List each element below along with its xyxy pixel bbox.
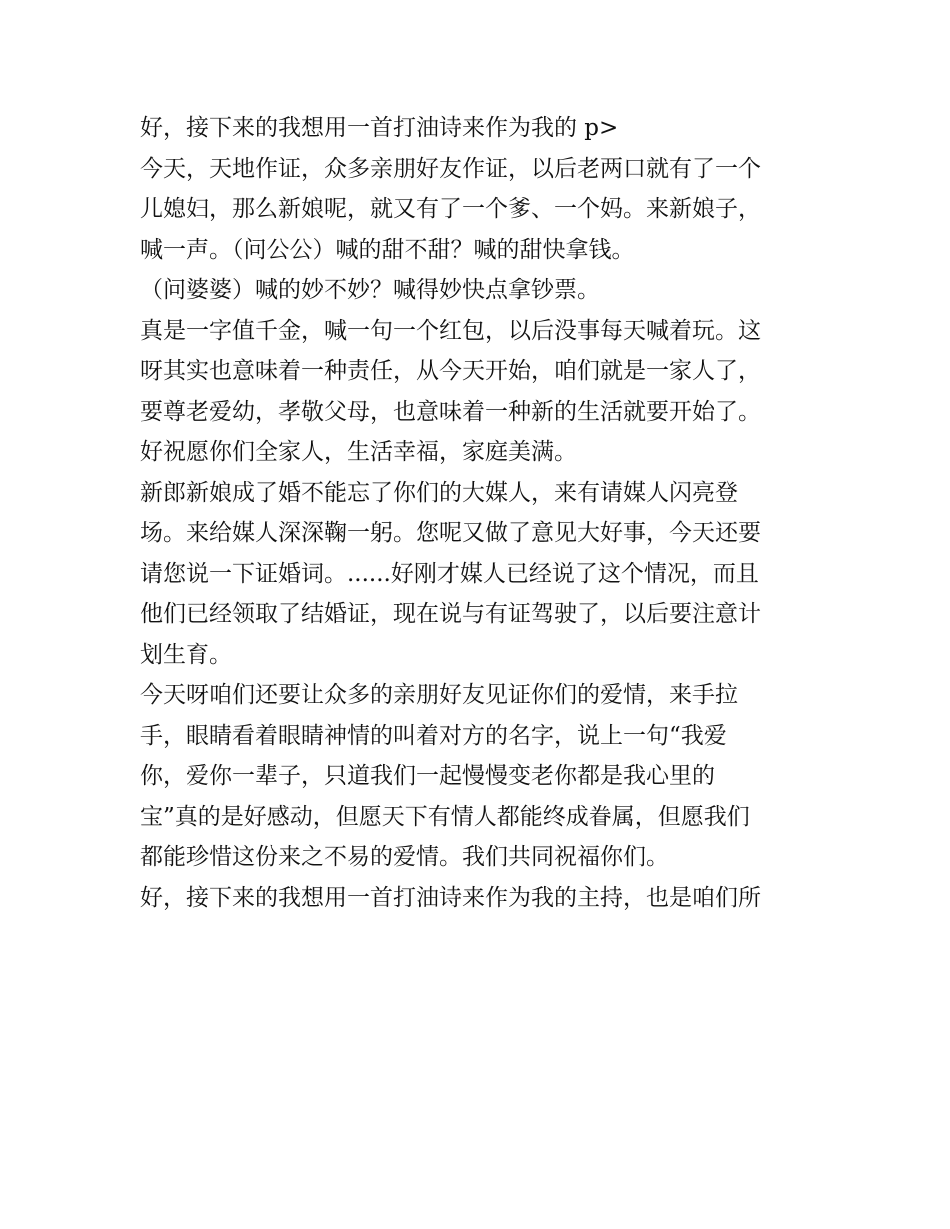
text-line: 儿媳妇，那么新娘呢，就又有了一个爹、一个妈。来新娘子， <box>140 196 761 222</box>
text-line: 场。来给媒人深深鞠一躬。您呢又做了意见大好事，今天还要 <box>140 520 761 546</box>
text-line: 真是一字值千金，喊一句一个红包，以后没事每天喊着玩。这 <box>140 317 761 344</box>
text-line: 好，接下来的我想用一首打油诗来作为我的 p> <box>140 115 619 141</box>
text-line: 呀其实也意味着一种责任，从今天开始，咱们就是一家人了， <box>140 358 761 384</box>
document-body <box>140 108 820 918</box>
text-line: 今天，天地作证，众多亲朋好友作证，以后老两口就有了一个 <box>140 155 761 182</box>
text-line: 划生育。 <box>140 641 232 668</box>
text-line: 他们已经领取了结婚证，现在说与有证驾驶了，以后要注意计 <box>140 601 761 627</box>
text-line: 新郎新娘成了婚不能忘了你们的大媒人，来有请媒人闪亮登 <box>140 479 738 506</box>
text-line: 请您说一下证婚词。......好刚才媒人已经说了这个情况，而且 <box>140 560 759 587</box>
text-line: 都能珍惜这份来之不易的爱情。我们共同祝福你们。 <box>140 844 669 870</box>
text-line: 喊一声。（问公公）喊的甜不甜？喊的甜快拿钱。 <box>140 236 635 263</box>
text-line: 要尊老爱幼，孝敬父母，也意味着一种新的生活就要开始了。 <box>140 398 761 425</box>
text-line: 好祝愿你们全家人，生活幸福，家庭美满。 <box>140 439 577 465</box>
text-line: 手，眼睛看着眼睛神情的叫着对方的名字，说上一句“我爱 <box>140 722 727 749</box>
text-line: 今天呀咱们还要让众多的亲朋好友见证你们的爱情，来手拉 <box>140 682 738 708</box>
text-line: （问婆婆）喊的妙不妙？喊得妙快点拿钞票。 <box>140 277 600 303</box>
text-line: 好，接下来的我想用一首打油诗来作为我的主持，也是咱们所 <box>140 884 761 911</box>
text-line: 宝”真的是好感动，但愿天下有情人都能终成眷属，但愿我们 <box>140 803 750 830</box>
text-line: 你，爱你一辈子，只道我们一起慢慢变老你都是我心里的 <box>140 763 715 789</box>
